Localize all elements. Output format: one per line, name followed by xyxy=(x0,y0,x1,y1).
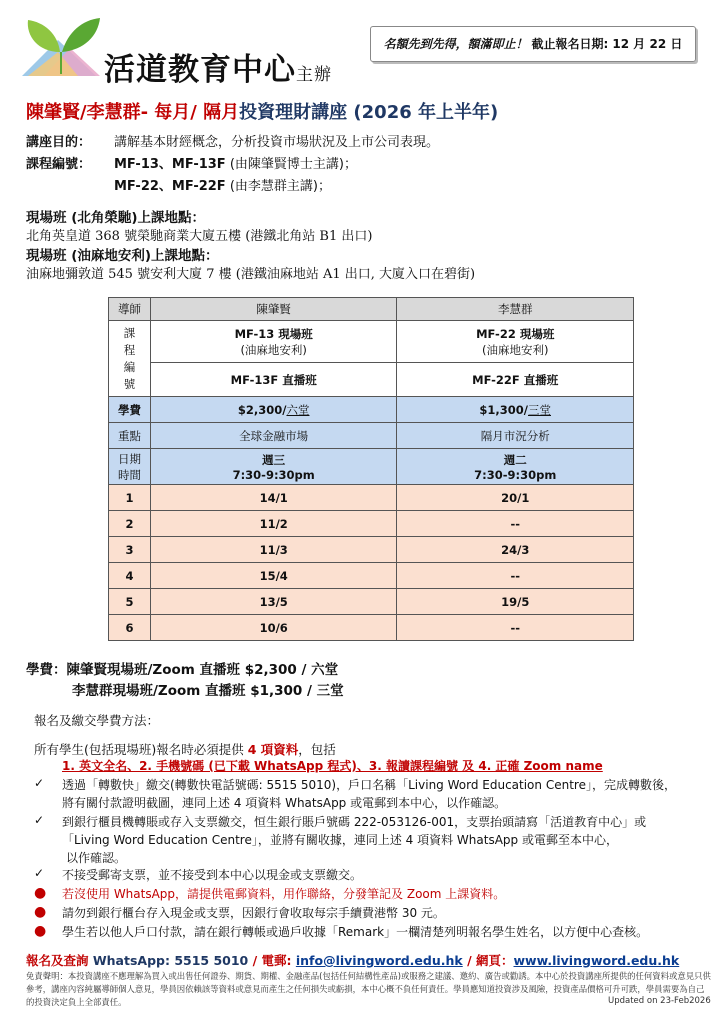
leaf-logo xyxy=(18,12,104,80)
check-icon: ✓ xyxy=(34,813,45,827)
tutor-a-time: 週三 7:30-9:30pm xyxy=(150,449,397,485)
website-link[interactable]: www.livingword.edu.hk xyxy=(513,953,680,968)
livestream-row xyxy=(109,363,634,397)
tutor-a-live: MF-13F 直播班 xyxy=(150,363,397,397)
organization-name: 活道教育中心主辦 xyxy=(104,52,332,88)
table-row: 2 11/2 -- xyxy=(109,511,634,537)
deadline-box xyxy=(370,26,696,62)
time-row xyxy=(109,449,634,485)
red-bullet-icon: ● xyxy=(34,885,47,901)
tutor-a-fee: $2,300/六堂 xyxy=(150,397,397,423)
bullet-bank: ✓ 到銀行櫃員機轉賬或存入支票繳交，恒生銀行賬戶號碼 222-053126-001，支票抬頭請寫「活道教育中心」或 「Living Word Education Centre」，並將有關收據，連同上述 4 項資料 WhatsApp 或電郵至本中心， 以作確認。 xyxy=(34,813,647,865)
course-code-label: 課 程 編 號 xyxy=(109,321,151,397)
table-header-row xyxy=(109,298,634,321)
time-label: 日期 時間 xyxy=(109,449,151,485)
fee-summary-line2: 李慧群現場班/Zoom 直播班 $1,300 / 三堂 xyxy=(72,683,344,699)
tutor-b-live: MF-22F 直播班 xyxy=(397,363,634,397)
location-label-yaumatei: 現場班 (油麻地安利)上課地點： xyxy=(26,248,219,264)
check-icon: ✓ xyxy=(34,866,45,880)
course-codes-line2: MF-22、MF-22F (由李慧群主講)； xyxy=(114,179,331,194)
tutor-b-time: 週二 7:30-9:30pm xyxy=(397,449,634,485)
check-icon: ✓ xyxy=(34,776,45,790)
location-address-northpoint: 北角英皇道 368 號榮馳商業大廈五樓 (港鐵北角站 B1 出口) xyxy=(26,229,373,244)
deadline-date: 截止報名日期: 12 月 22 日 xyxy=(531,37,683,51)
updated-date: Updated on 23-Feb2026 xyxy=(608,996,711,1006)
deadline-note: 名額先到先得，額滿即止！ xyxy=(383,37,528,51)
requirements-line: 所有學生(包括現場班)報名時必須提供 4 項資料，包括 xyxy=(34,742,336,757)
tutor-b-name: 李慧群 xyxy=(397,298,634,321)
location-address-yaumatei: 油麻地彌敦道 545 號安利大廈 7 樓 (港鐵油麻地站 A1 出口, 大廈入口在碧街) xyxy=(26,267,476,282)
email-link[interactable]: info@livingword.edu.hk xyxy=(295,953,463,968)
tutor-a-focus: 全球金融市場 xyxy=(150,423,397,449)
tutor-b-onsite: MF-22 現場班 (油麻地安利) xyxy=(397,321,634,363)
table-row: 6 10/6 -- xyxy=(109,615,634,641)
tutor-a-name: 陳肇賢 xyxy=(150,298,397,321)
table-row: 5 13/5 19/5 xyxy=(109,589,634,615)
red-bullet-icon: ● xyxy=(34,904,47,920)
table-row: 3 11/3 24/3 xyxy=(109,537,634,563)
page-title: 陳肇賢/李慧群- 每月/ 隔月投資理財講座 (2026 年上半年) xyxy=(26,102,499,123)
payment-heading: 報名及繳交學費方法： xyxy=(34,713,160,728)
fee-summary-line1: 學費：陳肇賢現場班/Zoom 直播班 $2,300 / 六堂 xyxy=(26,662,339,678)
course-codes-line1: 課程編號： MF-13、MF-13F (由陳肇賢博士主講)； xyxy=(26,157,357,172)
tutor-b-fee: $1,300/三堂 xyxy=(397,397,634,423)
focus-label: 重點 xyxy=(109,423,151,449)
location-label-northpoint: 現場班 (北角榮馳)上課地點： xyxy=(26,210,206,226)
disclaimer: 免責聲明：本投資講座不應理解為買入或出售任何證券、期貨、期權、金融產品(包括任何結構性產品)或服務之建議、邀約、廣告或勸誘。本中心於投資講座所提供的任何資料或意見只供參考，講座內容純屬導師個人意見，學員因依賴該等資料或意見而產生之任何損失或虧損，本中心概不負任何責任。學員應知道投資涉及風險，投資產品價格可升可跌，學員需要為自己的投資決定負上全部責任。 xyxy=(26,971,711,1007)
tutor-header: 導師 xyxy=(109,298,151,321)
red-bullet-icon: ● xyxy=(34,923,47,939)
schedule-table xyxy=(108,297,634,641)
bullet-fps: ✓ 透過「轉數快」繳交(轉數快電話號碼: 5515 5010)，戶口名稱「Living Word Education Centre」，完成轉數後， 將有關付款證明截圖，連同上述 4 項資料 WhatsApp 或電郵到本中心，以作確認。 xyxy=(34,776,676,810)
tutor-a-onsite: MF-13 現場班 (油麻地安利) xyxy=(150,321,397,363)
onsite-row xyxy=(109,321,634,363)
table-row: 4 15/4 -- xyxy=(109,563,634,589)
requirements-list: 1. 英文全名、2. 手機號碼 (已下載 WhatsApp 程式)、3. 報讀課程編號 及 4. 正確 Zoom name xyxy=(62,759,603,773)
whatsapp-number: WhatsApp: 5515 5010 xyxy=(92,953,249,968)
fee-row xyxy=(109,397,634,423)
purpose-line: 講座目的： 講解基本財經概念，分析投資市場狀況及上市公司表現。 xyxy=(26,135,440,150)
focus-row xyxy=(109,423,634,449)
contact-line: 報名及查詢 WhatsApp: 5515 5010 / 電郵: info@livingword.edu.hk / 網頁：www.livingword.edu.hk xyxy=(26,953,680,968)
table-row: 1 14/1 20/1 xyxy=(109,485,634,511)
tutor-b-focus: 隔月市況分析 xyxy=(397,423,634,449)
fee-label: 學費 xyxy=(109,397,151,423)
